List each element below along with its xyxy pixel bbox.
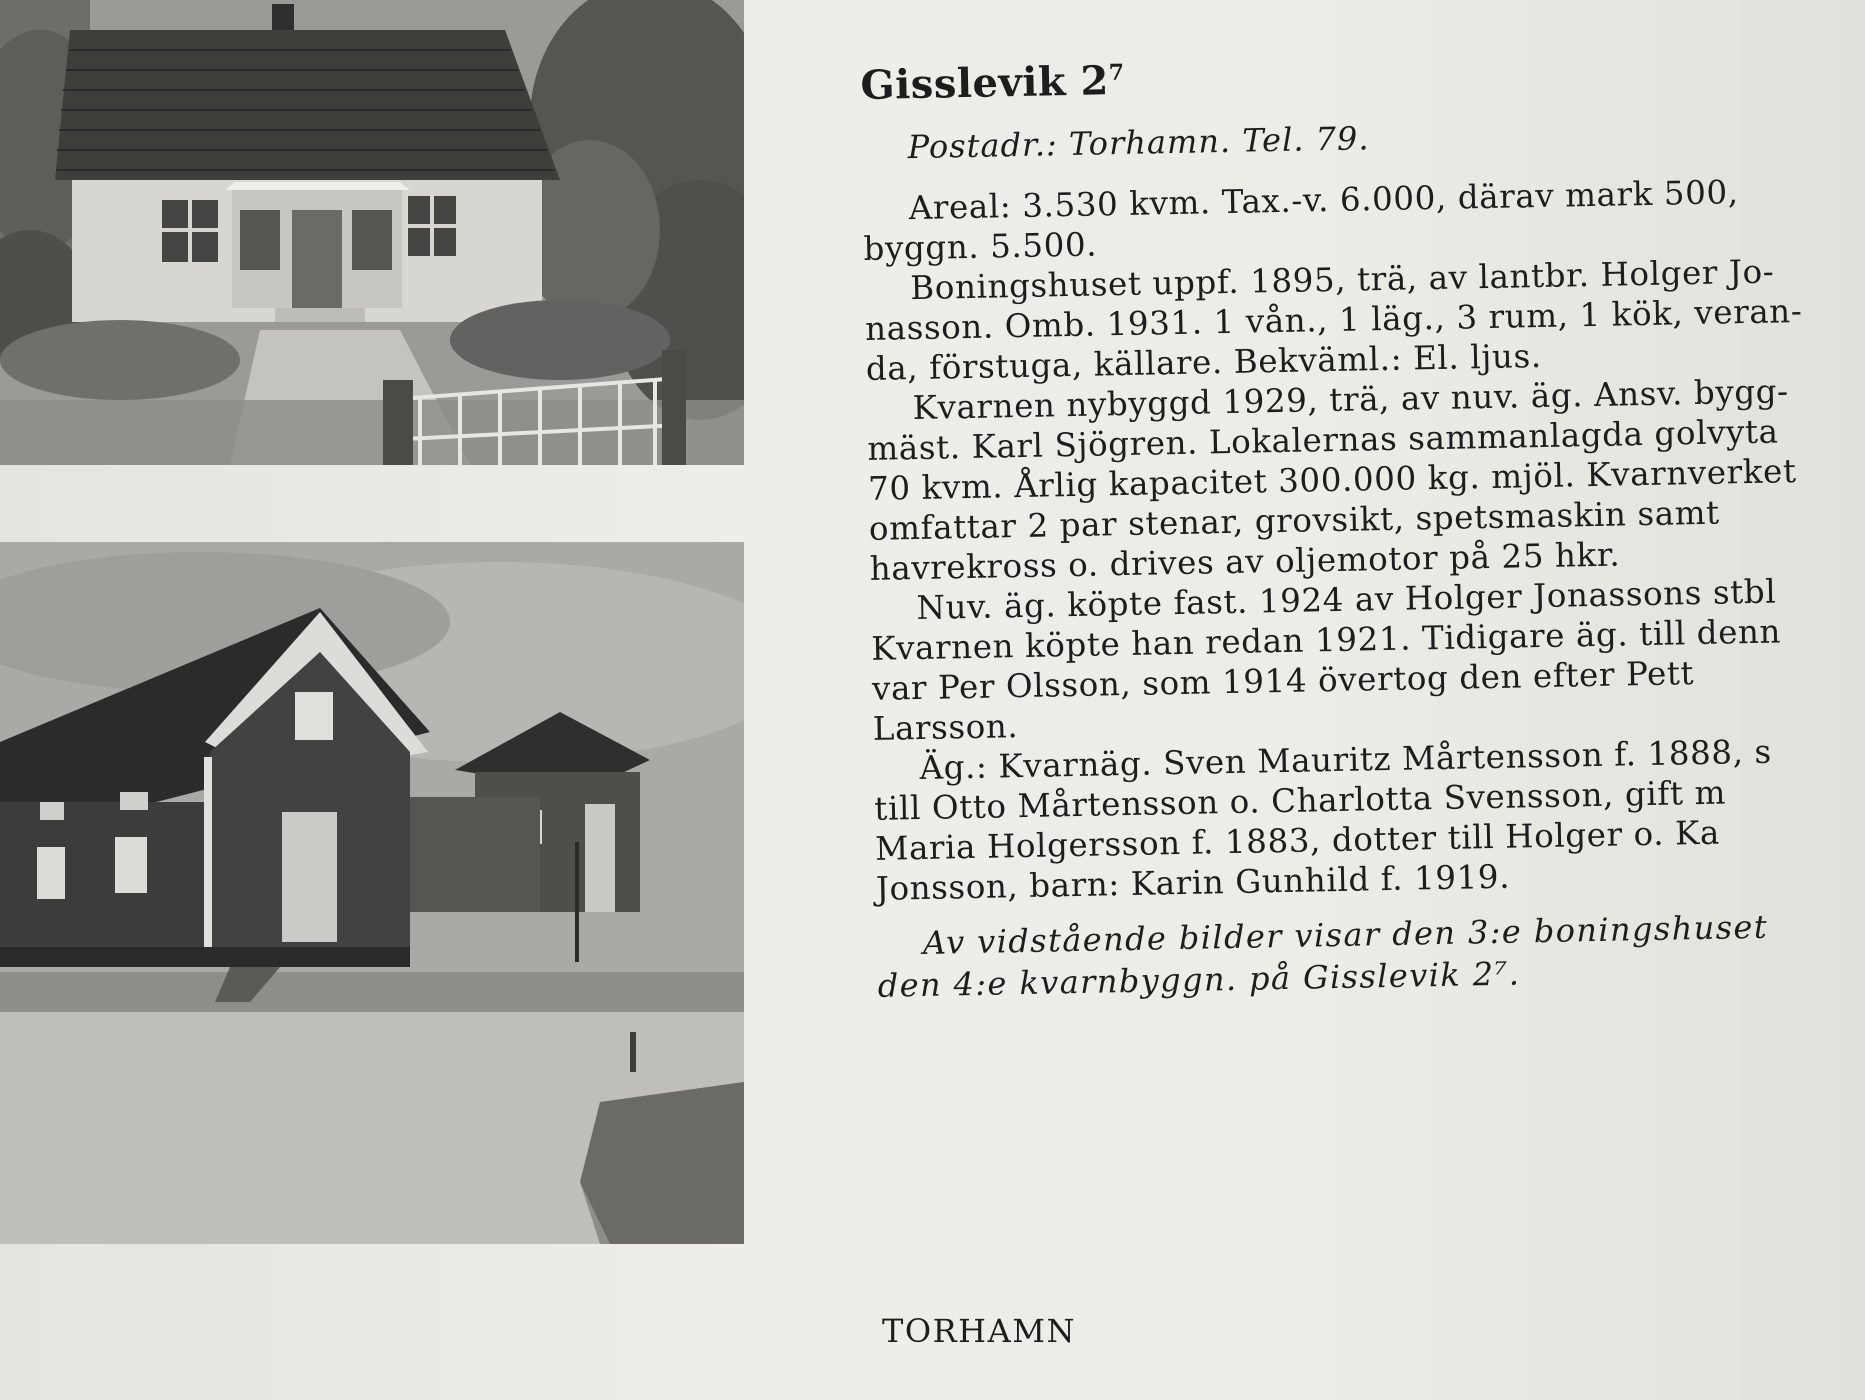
- text-line: Boningshuset uppf. 1895, trä, av lantbr. Holger Jo-: [909, 252, 1775, 308]
- entry-paragraph: [873, 730, 1865, 909]
- text-line: Jonsson, barn: Karin Gunhild f. 1919.: [875, 857, 1511, 908]
- entry-title: [860, 43, 1861, 109]
- text-line: omfattar 2 par stenar, grovsikt, spetsmaskin samt: [868, 493, 1721, 548]
- entry-paragraph: [866, 370, 1865, 589]
- mill-photo: [0, 542, 744, 1244]
- text-line: mäst. Karl Sjögren. Lokalernas sammanlagda golvyta: [867, 412, 1779, 468]
- text-line: byggn. 5.500.: [863, 225, 1098, 268]
- text-line: till Otto Mårtensson o. Charlotta Svensson, gift m: [873, 773, 1727, 828]
- entry-title-text: Gisslevik 2: [860, 57, 1110, 109]
- entry-paragraph: [870, 570, 1865, 749]
- entry-title-sup: 7: [1108, 59, 1125, 86]
- text-line: Kvarnen köpte han redan 1921. Tidigare äg. till denn: [870, 612, 1782, 668]
- page-footer: TORHAMN: [882, 1312, 1076, 1350]
- note-line: Av vidstående bilder visar den 3:e boningshuset: [922, 907, 1769, 962]
- text-line: Maria Holgersson f. 1883, dotter till Holger o. Ka: [874, 813, 1721, 868]
- text-line: Areal: 3.530 kvm. Tax.-v. 6.000, därav mark 500,: [908, 173, 1739, 228]
- text-line: Äg.: Kvarnäg. Sven Mauritz Mårtensson f. 1888, s: [919, 732, 1773, 787]
- text-line: nasson. Omb. 1931. 1 vån., 1 läg., 3 rum, 1 kök, veran-: [864, 291, 1803, 348]
- text-line: Kvarnen nybyggd 1929, trä, av nuv. äg. Ansv. bygg-: [912, 372, 1789, 428]
- postal-address: Postadr.: Torhamn. Tel. 79.: [907, 119, 1370, 167]
- entry-text: [860, 43, 1865, 1007]
- text-line: Nuv. äg. köpte fast. 1924 av Holger Jonassons stbl: [916, 572, 1777, 628]
- photo-caption-note: [877, 904, 1865, 1007]
- entry-paragraphs: [862, 170, 1865, 909]
- entry-paragraph: [864, 250, 1865, 389]
- text-line: 70 kvm. Årlig kapacitet 300.000 kg. mjöl. Kvarnverket: [867, 452, 1797, 508]
- text-line: havrekross o. drives av oljemotor på 25 hkr.: [869, 535, 1621, 588]
- text-line: Larsson.: [872, 707, 1019, 748]
- text-line: var Per Olsson, som 1914 övertog den efter Pett: [871, 654, 1695, 708]
- house-photo: [0, 0, 744, 465]
- note-line: den 4:e kvarnbyggn. på Gisslevik 2⁷.: [877, 954, 1521, 1005]
- text-line: da, förstuga, källare. Bekväml.: El. ljus.: [865, 336, 1543, 388]
